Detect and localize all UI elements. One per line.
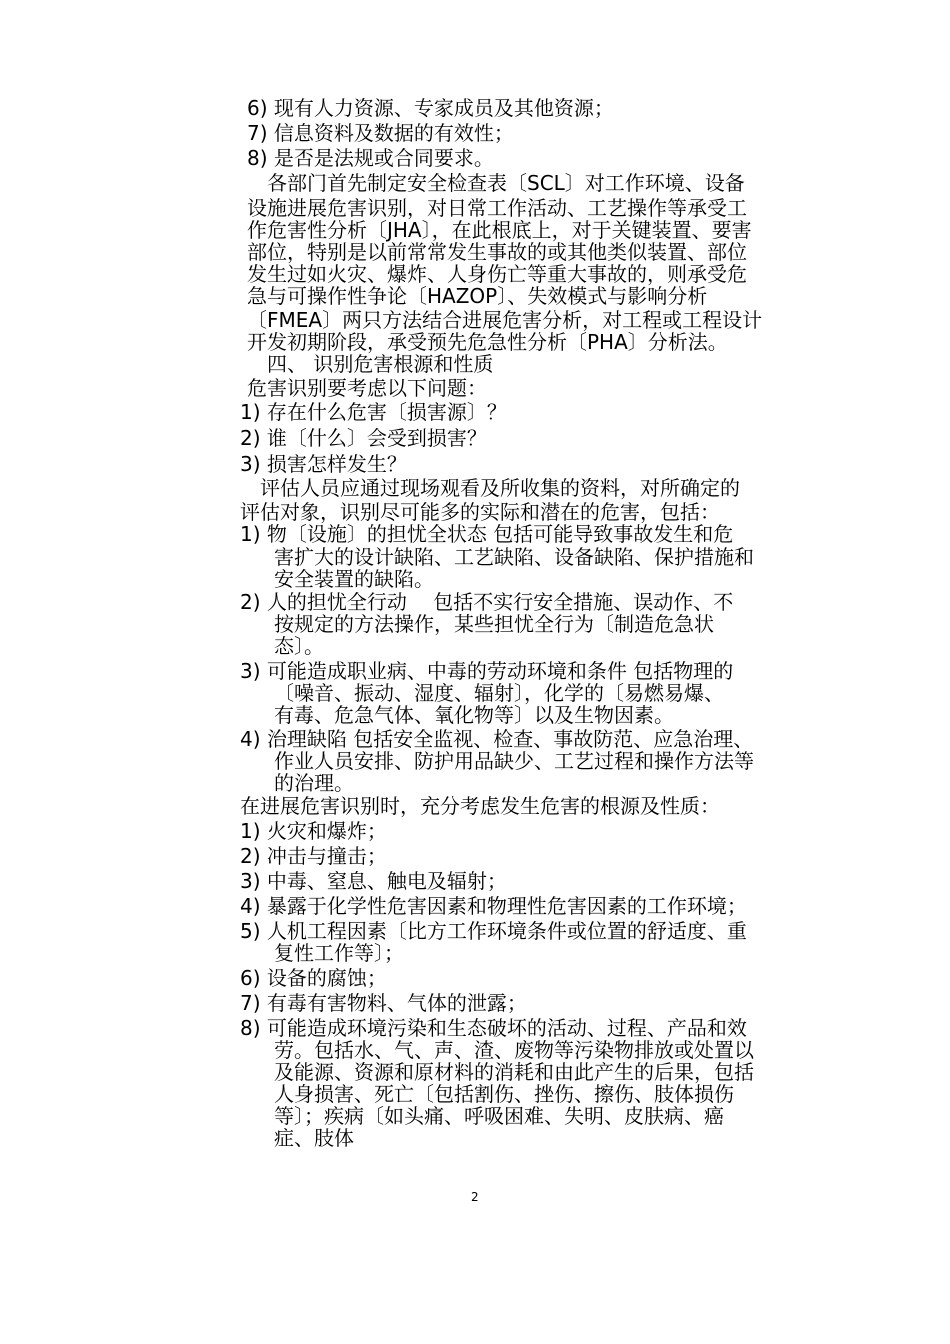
text-line-4: 各部门首先制定安全检查表〔SCL〕对工作环境、设备 xyxy=(247,171,745,195)
text-line-40: 8) 可能造成环境污染和生态破坏的活动、过程、产品和效 xyxy=(240,1016,747,1040)
text-line-5: 设施进展危害识别，对日常工作活动、工艺操作等承受工 xyxy=(247,196,747,220)
text-line-29: 作业人员安排、防护用品缺少、工艺过程和操作方法等 xyxy=(274,749,754,773)
text-line-1: 6) 现有人力资源、专家成员及其他资源； xyxy=(247,96,614,120)
text-line-14: 1) 存在什么危害〔损害源〕？ xyxy=(240,400,507,424)
text-line-39: 7) 有毒有害物料、气体的泄露； xyxy=(240,991,527,1015)
text-line-13: 危害识别要考虑以下问题： xyxy=(247,376,487,400)
text-line-24: 态〕。 xyxy=(274,634,324,658)
text-line-6: 作危害性分析〔JHA〕，在此根底上，对于关键装置、要害 xyxy=(247,218,752,242)
text-line-43: 人身损害、死亡〔包括割伤、挫伤、擦伤、肢体损伤 xyxy=(274,1082,734,1106)
page-number: 2 xyxy=(471,1190,479,1204)
text-line-36: 5) 人机工程因素〔比方工作环境条件或位置的舒适度、重 xyxy=(240,919,747,943)
text-line-21: 安全装置的缺陷。 xyxy=(274,567,434,591)
text-line-22: 2) 人的担忧全行动 包括不实行安全措施、误动作、不 xyxy=(240,590,734,614)
text-line-44: 等〕；疾病〔如头痛、呼吸困难、失明、皮肤病、癌 xyxy=(274,1104,724,1128)
text-line-31: 在进展危害识别时，充分考虑发生危害的根源及性质： xyxy=(240,794,720,818)
text-line-16: 3) 损害怎样发生？ xyxy=(240,452,407,476)
text-line-18: 评估对象，识别尽可能多的实际和潜在的危害，包括： xyxy=(240,500,720,524)
text-line-15: 2) 谁〔什么〕会受到损害？ xyxy=(240,426,487,450)
text-line-41: 劳。包括水、气、声、渣、废物等污染物排放或处置以 xyxy=(274,1038,754,1062)
text-line-42: 及能源、资源和原材料的消耗和由此产生的后果，包括 xyxy=(274,1060,754,1084)
text-line-35: 4) 暴露于化学性危害因素和物理性危害因素的工作环境； xyxy=(240,894,747,918)
text-line-17: 评估人员应通过现场观看及所收集的资料，对所确定的 xyxy=(240,476,740,500)
text-line-28: 4) 治理缺陷 包括安全监视、检查、事故防范、应急治理、 xyxy=(240,727,754,751)
text-line-11: 开发初期阶段，承受预先危急性分析〔PHA〕分析法。 xyxy=(247,330,728,354)
text-line-9: 急与可操作性争论〔HAZOP〕、失效模式与影响分析 xyxy=(247,284,708,308)
text-line-45: 症、肢体 xyxy=(274,1126,354,1150)
text-line-2: 7) 信息资料及数据的有效性； xyxy=(247,121,514,145)
text-line-19: 1) 物〔设施〕的担忧全状态 包括可能导致事故发生和危 xyxy=(240,522,734,546)
text-line-34: 3) 中毒、窒息、触电及辐射； xyxy=(240,869,507,893)
text-line-25: 3) 可能造成职业病、中毒的劳动环境和条件 包括物理的 xyxy=(240,659,734,683)
section-heading-4: 四、 识别危害根源和性质 xyxy=(247,352,494,376)
text-line-26: 〔噪音、振动、湿度、辐射〕，化学的〔易燃易爆、 xyxy=(274,681,724,705)
text-line-3: 8) 是否是法规或合同要求。 xyxy=(247,146,494,170)
text-line-20: 害扩大的设计缺陷、工艺缺陷、设备缺陷、保护措施和 xyxy=(274,545,754,569)
text-line-27: 有毒、危急气体、氧化物等〕以及生物因素。 xyxy=(274,703,674,727)
text-line-7: 部位，特别是以前常常发生事故的或其他类似装置、部位 xyxy=(247,240,747,264)
text-line-23: 按规定的方法操作，某些担忧全行为〔制造危急状 xyxy=(274,612,714,636)
text-line-32: 1) 火灾和爆炸； xyxy=(240,819,387,843)
text-line-30: 的治理。 xyxy=(274,771,354,795)
text-line-38: 6) 设备的腐蚀； xyxy=(240,966,387,990)
text-line-37: 复性工作等〕； xyxy=(274,941,404,965)
text-line-8: 发生过如火灾、爆炸、人身伤亡等重大事故的，则承受危 xyxy=(247,262,747,286)
text-line-10: 〔FMEA〕两只方法结合进展危害分析，对工程或工程设计 xyxy=(247,308,763,332)
text-line-33: 2) 冲击与撞击； xyxy=(240,844,387,868)
